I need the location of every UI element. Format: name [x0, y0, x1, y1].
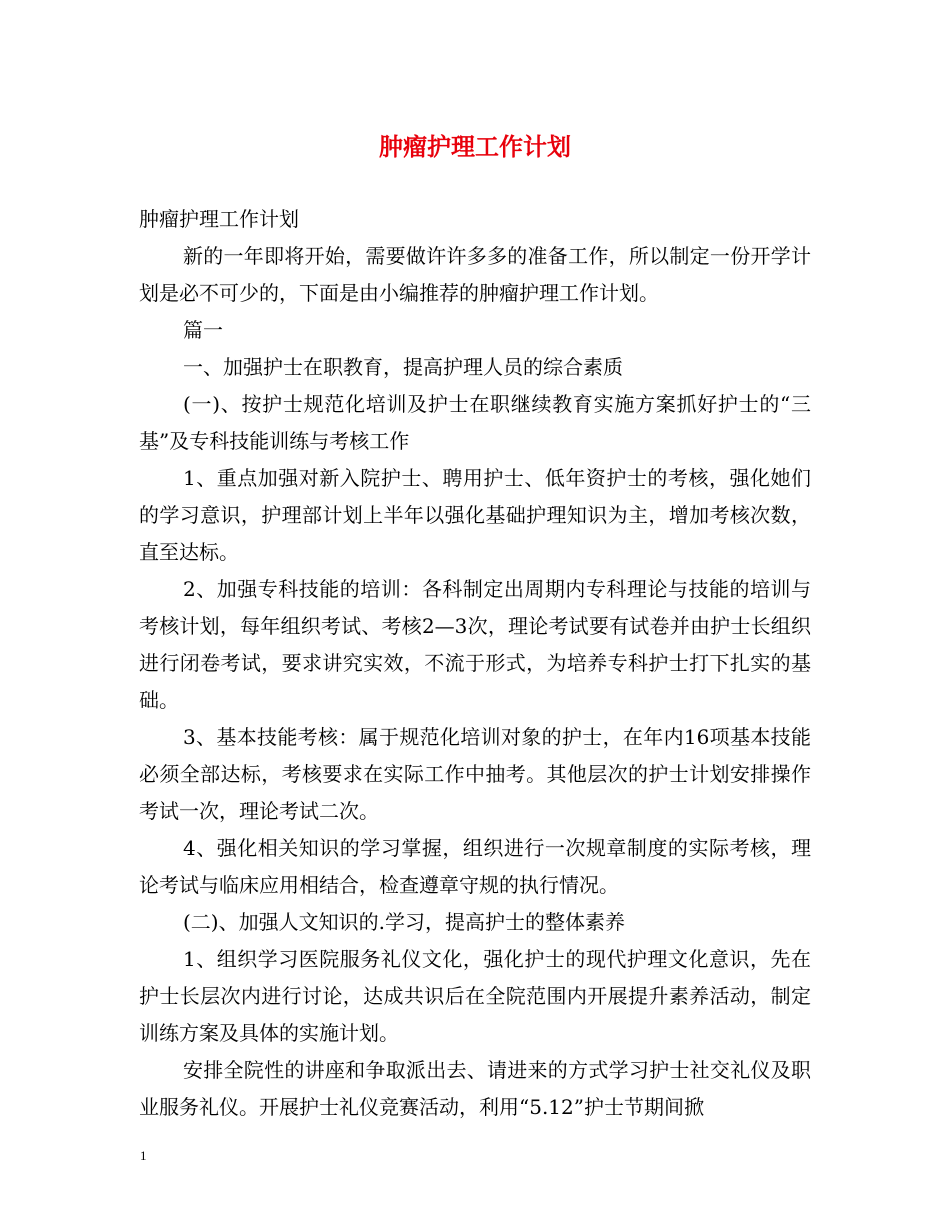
- paragraph-section-label: 篇一: [183, 318, 223, 342]
- paragraph-heading: 肿瘤护理工作计划: [139, 207, 299, 231]
- paragraph-subsection-1: (一)、按护士规范化培训及护士在职继续教育实施方案抓好护士的“三基”及专科技能训练与考核工作: [139, 392, 811, 453]
- page-number: 1: [140, 1148, 147, 1163]
- paragraph-item-1: 1、重点加强对新入院护士、聘用护士、低年资护士的考核，强化她们的学习意识，护理部计划上半年以强化基础护理知识为主，增加考核次数，直至达标。: [139, 466, 811, 564]
- document-body: [139, 201, 811, 1126]
- paragraph-item-5: 1、组织学习医院服务礼仪文化，强化护士的现代护理文化意识，先在护士长层次内进行讨论，达成共识后在全院范围内开展提升素养活动，制定训练方案及具体的实施计划。: [139, 947, 811, 1045]
- paragraph-intro: 新的一年即将开始，需要做许许多多的准备工作，所以制定一份开学计划是必不可少的，下面是由小编推荐的肿瘤护理工作计划。: [139, 244, 811, 305]
- paragraph-section-1: 一、加强护士在职教育，提高护理人员的综合素质: [183, 355, 623, 379]
- paragraph-item-6: 安排全院性的讲座和争取派出去、请进来的方式学习护士社交礼仪及职业服务礼仪。开展护士礼仪竞赛活动，利用“5.12”护士节期间掀: [139, 1058, 811, 1119]
- paragraph-item-4: 4、强化相关知识的学习掌握，组织进行一次规章制度的实际考核，理论考试与临床应用相结合，检查遵章守规的执行情况。: [139, 836, 811, 897]
- paragraph-item-3: 3、基本技能考核：属于规范化培训对象的护士，在年内16项基本技能必须全部达标，考核要求在实际工作中抽考。其他层次的护士计划安排操作考试一次，理论考试二次。: [139, 725, 811, 823]
- document-title: 肿瘤护理工作计划: [379, 132, 571, 161]
- paragraph-item-2: 2、加强专科技能的培训：各科制定出周期内专科理论与技能的培训与考核计划，每年组织考试、考核2—3次，理论考试要有试卷并由护士长组织进行闭卷考试，要求讲究实效，不流于形式，为培养专科护士打下扎实的基础。: [139, 577, 811, 712]
- paragraph-subsection-2: (二)、加强人文知识的.学习，提高护士的整体素养: [183, 910, 625, 934]
